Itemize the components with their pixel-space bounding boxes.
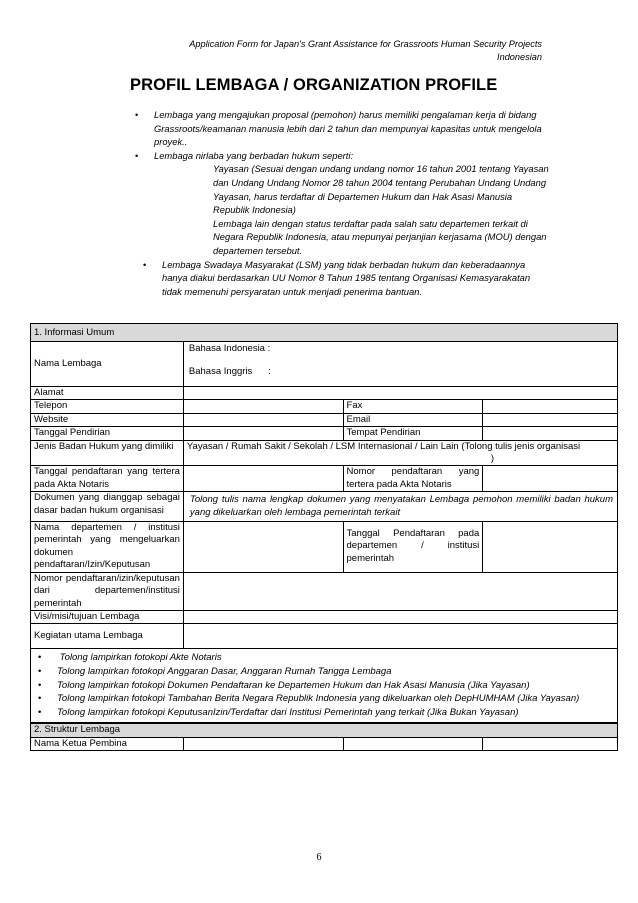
label-bahasa-indonesia: Bahasa Indonesia : — [188, 343, 271, 354]
header-line-1: Application Form for Japan's Grant Assistance for Grassroots Human Security Projects — [189, 39, 542, 49]
intro-sub-other: Lembaga lain dengan status terdaftar pada salah satu departemen terkait di Negara Republik Indonesia, atau mepunyai perjanjian kerjasama (MOU) dengan departemen tersebut. — [213, 217, 547, 256]
row-tanggal-pendirian — [31, 427, 618, 440]
note-item: • Tolong lampirkan fotokopi Anggaran Dasar, Anggaran Rumah Tangga Lembaga — [31, 665, 613, 679]
label-nomor-akta: Nomor pendaftaran yang tertera pada Akta Notaris — [343, 466, 483, 492]
row-nomor-pendaftaran — [31, 572, 618, 610]
note-item: • Tolong lampirkan fotokopi Tambahan Berita Negara Republik Indonesia yang dikeluarkan oleh DepHUMHAM (Jika Yayasan) — [31, 692, 613, 706]
row-visi-misi — [31, 610, 618, 623]
jenis-close-paren: ) — [490, 453, 494, 465]
website-input[interactable] — [183, 413, 343, 426]
label-website: Website — [31, 413, 184, 426]
row-alamat — [31, 387, 618, 400]
intro-bullet-legal-entity: • Lembaga nirlaba yang berbadan hukum seperti: Yayasan (Sesuai dengan undang undang nomor 16 tahun 2001 tentang Yayasan dan Undang Undang Nomor 28 tahun 2004 tentang Perubahan Undang Undang Yayasan, harus terdaftar di Departemen Hukum dan Hak Asasi Manusia Republik Indonesia) Lembaga lain dengan status terdaftar pada salah satu departemen terkait di Negara Republik Indonesia, atau mepunyai perjanjian kerjasama (MOU) dengan departemen tersebut. — [120, 149, 550, 258]
organization-profile-form — [30, 323, 618, 751]
alamat-input[interactable] — [183, 387, 617, 400]
label-visi-misi: Visi/misi/tujuan Lembaga — [31, 610, 184, 623]
label-jenis-badan-hukum: Jenis Badan Hukum yang dimiliki — [31, 440, 184, 466]
intro-bullet-lsm: • Lembaga Swadaya Masyarakat (LSM) yang tidak berbadan hukum dan keberadaannya hanya diakui berdasarkan UU Nomor 8 Tahun 1985 tentang Organisasi Kemasyarakatan tidak memenuhi persyaratan untuk menjadi penerima bantuan. — [120, 258, 550, 299]
row-nama-lembaga — [31, 342, 618, 387]
nomor-pendaftaran-input[interactable] — [183, 572, 617, 610]
tempat-pendirian-input[interactable] — [483, 427, 618, 440]
tanggal-akta-input[interactable] — [183, 466, 343, 492]
telepon-input[interactable] — [183, 400, 343, 413]
header-line-2: Indonesian — [497, 52, 542, 62]
label-fax: Fax — [343, 400, 483, 413]
attachment-notes — [31, 649, 618, 723]
row-akta-notaris — [31, 466, 618, 492]
dokumen-dasar-input[interactable] — [183, 492, 617, 522]
label-email: Email — [343, 413, 483, 426]
note-item: • Tolong lampirkan fotokopi Akte Notaris — [31, 651, 613, 665]
row-dokumen-dasar — [31, 492, 618, 522]
jenis-badan-hukum-options[interactable] — [183, 440, 617, 466]
row-ketua-pembina — [31, 737, 618, 750]
nama-lembaga-input[interactable] — [183, 342, 617, 387]
row-attachment-notes — [31, 649, 618, 723]
section-header-structure — [31, 723, 618, 737]
document-header — [82, 38, 542, 64]
label-telepon: Telepon — [31, 400, 184, 413]
nomor-akta-input[interactable] — [483, 466, 618, 492]
section-title: 2. Struktur Lembaga — [31, 723, 618, 737]
ketua-pembina-extra-1[interactable] — [343, 737, 483, 750]
fax-input[interactable] — [483, 400, 618, 413]
page-number: 6 — [316, 852, 322, 863]
nama-departemen-input[interactable] — [183, 522, 343, 573]
label-tempat-pendirian: Tempat Pendirian — [343, 427, 483, 440]
section-title: 1. Informasi Umum — [31, 324, 618, 342]
visi-misi-input[interactable] — [183, 610, 617, 623]
dokumen-note: Tolong tulis nama lengkap dokumen yang menyatakan Lembaga pemohon memiliki badan hukum yang dikeluarkan oleh lembaga pemerintah terkait — [189, 494, 613, 518]
label-ketua-pembina: Nama Ketua Pembina — [31, 737, 184, 750]
intro-bullet-experience: • Lembaga yang mengajukan proposal (pemohon) harus memiliki pengalaman kerja di bidang Grassroots/keamanan manusia lebih dari 2 tahun dan mempunyai kapasitas untuk mengelola proyek.. — [120, 108, 550, 149]
label-bahasa-inggris: Bahasa Inggris : — [188, 366, 271, 378]
row-jenis-badan-hukum — [31, 440, 618, 466]
email-input[interactable] — [483, 413, 618, 426]
jenis-options-text: Yayasan / Rumah Sakit / Sekolah / LSM Internasional / Lain Lain (Tolong tulis jenis organisasi — [186, 440, 581, 452]
row-telepon — [31, 400, 618, 413]
row-website — [31, 413, 618, 426]
ketua-pembina-extra-2[interactable] — [483, 737, 618, 750]
label-kegiatan-utama: Kegiatan utama Lembaga — [31, 624, 184, 649]
page-title: PROFIL LEMBAGA / ORGANIZATION PROFILE — [130, 76, 498, 94]
note-item: • Tolong lampirkan fotokopi KeputusanIzin/Terdaftar dari Institusi Pemerintah yang terkait (Jika Bukan Yayasan) — [31, 706, 613, 720]
row-kegiatan-utama — [31, 624, 618, 649]
label-alamat: Alamat — [31, 387, 184, 400]
kegiatan-utama-input[interactable] — [183, 624, 617, 649]
label-tanggal-akta: Tanggal pendaftaran yang tertera pada Akta Notaris — [31, 466, 184, 492]
tanggal-departemen-input[interactable] — [483, 522, 618, 573]
label-tanggal-departemen: Tanggal Pendaftaran pada departemen / institusi pemerintah — [343, 522, 483, 573]
label-dokumen-dasar: Dokumen yang dianggap sebagai dasar badan hukum organisasi — [31, 492, 184, 522]
intro-sub-yayasan: Yayasan (Sesuai dengan undang undang nomor 16 tahun 2001 tentang Yayasan dan Undang Undang Nomor 28 tahun 2004 tentang Perubahan Undang Undang Yayasan, harus terdaftar di Departemen Hukum dan Hak Asasi Manusia Republik Indonesia) — [213, 163, 549, 216]
label-nomor-pendaftaran: Nomor pendaftaran/izin/keputusan dari departemen/institusi pemerintah — [31, 572, 184, 610]
note-item: • Tolong lampirkan fotokopi Dokumen Pendaftaran ke Departemen Hukum dan Hak Asasi Manusia (Jika Yayasan) — [31, 679, 613, 693]
label-nama-lembaga: Nama Lembaga — [31, 342, 184, 387]
tanggal-pendirian-input[interactable] — [183, 427, 343, 440]
section-header-general — [31, 324, 618, 342]
ketua-pembina-input[interactable] — [183, 737, 343, 750]
label-tanggal-pendirian: Tanggal Pendirian — [31, 427, 184, 440]
row-nama-departemen — [31, 522, 618, 573]
label-nama-departemen: Nama departemen / institusi pemerintah yang mengeluarkan dokumen pendaftaran/Izin/Keputusan — [31, 522, 184, 573]
intro-requirements — [120, 108, 550, 298]
